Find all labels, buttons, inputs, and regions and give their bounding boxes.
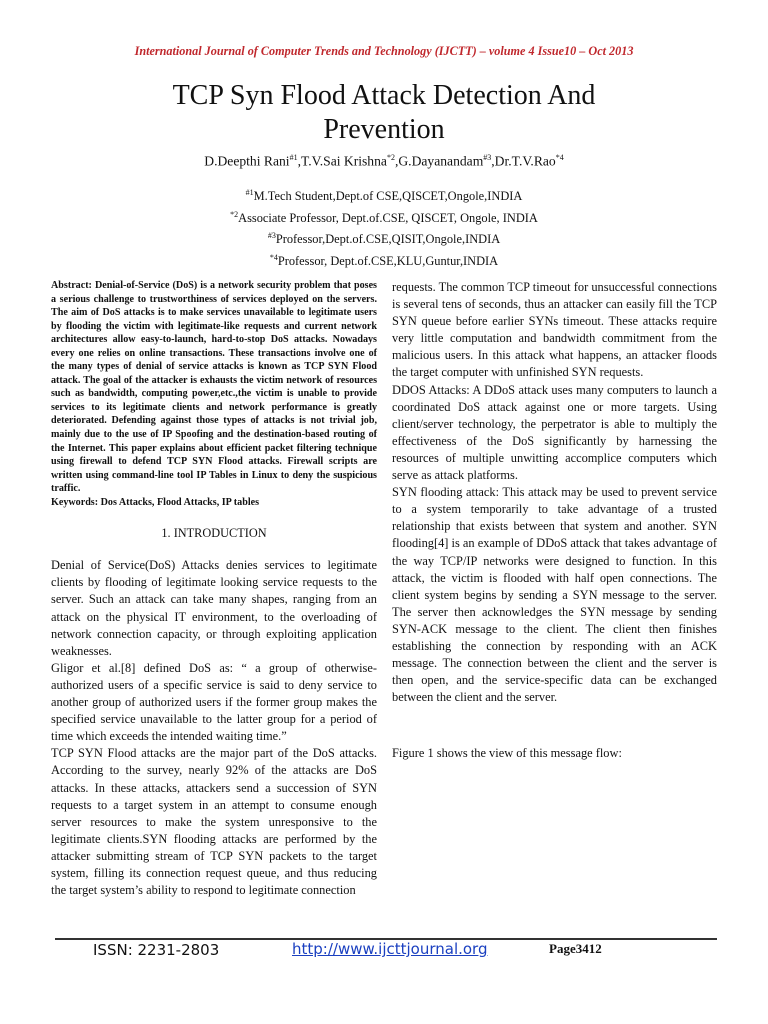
author-mark: *4 (555, 153, 564, 162)
affiliation-text: Professor,Dept.of.CSE,QISIT,Ongole,INDIA (275, 232, 501, 247)
footer-issn: ISSN: 2231-2803 (93, 941, 220, 959)
spacer (51, 541, 377, 557)
affiliation-list (0, 184, 768, 271)
right-column (392, 279, 717, 762)
affiliation-line (0, 249, 768, 271)
paragraph: Gligor et al.[8] defined DoS as: “ a group of otherwise-authorized users of a specific service is said to deny service to another group of authorized users if the former group makes the specified service unavailable to the latter group for a period of time which exceeds the intended waiting time.” (51, 660, 377, 744)
paragraph: TCP SYN Flood attacks are the major part of the DoS attacks. According to the survey, nearly 92% of the attacks are DoS attacks. In these attacks, attackers send a succession of SYN requests to a target system in an attempt to consume enough server resources to make the system unresponsive to the legitimate clients.SYN flooding attacks are performed by the attacker submitting stream of TCP SYN packets to the target system, filling its connection request queue, and thus reducing the target system’s ability to respond to legitimate connection (51, 746, 377, 898)
author-name: ,G.Dayanandam (394, 153, 484, 169)
author-mark: #1 (289, 153, 298, 162)
journal-website-link[interactable]: http://www.ijcttjournal.org (292, 940, 488, 958)
affiliation-line (0, 227, 768, 249)
affiliation-mark: #3 (267, 231, 276, 241)
left-column (51, 279, 377, 899)
author-mark: *2 (386, 153, 395, 162)
abstract: Abstract: Denial-of-Service (DoS) is a network security problem that poses a serious challenge to trustworthiness of services deployed on the servers. The aim of DoS attacks is to make services unavailable to legitimate users by flooding the victim with legitimate-like requests and current network architectures allow easy-to-launch, hard-to-stop DoS attacks. Nowadays every one relies on online transactions. These transactions involve one of the many types of denial of service attacks is known as TCP SYN Flood attack. The goal of the attacker is exhausts the victim network of resources such as bandwidth, computing power,etc.,the victim is unable to provide services to its legitimate clients and network performance is greatly deteriorated. Defending against those types of attacks is not trivial job, mainly due to the use of IP Spoofing and the destination-based routing of the Internet. This paper explains about efficient packet filtering technique using firewall to defend TCP SYN Flood attacks. Firewall scripts are written using command-line tool IP Tables in Linux to deny the suspicious traffic. (51, 280, 377, 495)
affiliation-text: M.Tech Student,Dept.of CSE,QISCET,Ongole,INDIA (253, 189, 523, 204)
author-name: D.Deepthi Rani (204, 153, 290, 169)
paper-title: TCP Syn Flood Attack Detection And Prevention (172, 80, 596, 145)
paragraph: Denial of Service(DoS) Attacks denies services to legitimate clients by flooding of legitimate looking service requests to the server. Such an attack can take many shapes, ranging from an attack on the physical IT environment, to the overloading of network connection capacity, or through exploiting application weaknesses. (51, 558, 377, 658)
figure-reference: Figure 1 shows the view of this message flow: (392, 746, 622, 761)
affiliation-line (0, 184, 768, 206)
affiliation-mark: #1 (245, 188, 254, 197)
author-list (0, 149, 768, 171)
affiliation-line (0, 206, 768, 228)
journal-header: International Journal of Computer Trends and Technology (IJCTT) – volume 4 Issue10 – Oct 2013 (134, 44, 634, 58)
author-name: ,Dr.T.V.Rao (491, 153, 556, 169)
page-number: Page3412 (549, 941, 602, 956)
keywords: Keywords: Dos Attacks, Flood Attacks, IP tables (51, 496, 260, 508)
paragraph: requests. The common TCP timeout for unsuccessful connections is several tens of seconds, thus an attacker can easily fill the TCP SYN queue before earlier SYNs timeout. These attacks require very little computation and bandwidth commitment from the malicious users. In this attack what happens, an attacker floods the target computer with unfinished SYN requests. (392, 280, 717, 380)
affiliation-text: Associate Professor, Dept.of.CSE, QISCET, Ongole, INDIA (238, 210, 538, 225)
affiliation-mark: *4 (269, 252, 278, 262)
author-name: ,T.V.Sai Krishna (297, 153, 387, 169)
paragraph: DDOS Attacks: A DDoS attack uses many computers to launch a coordinated DoS attack against one or more targets. Using client/server technology, the perpetrator is able to multiply the effectiveness of the DoS significantly by harnessing the resources of multiple unwitting accomplice computers which serve as attack platforms. (392, 382, 717, 483)
affiliation-text: Professor, Dept.of.CSE,KLU,Guntur,INDIA (277, 254, 499, 268)
paragraph: SYN flooding attack: This attack may be used to prevent service to a system temporarily to take advantage of a trusted relationship that exists between that system and another. SYN flooding[4] is an example of DDoS attack that takes advantage of the way TCP/IP networks were designed to function. In this attack, the victim is flooded with half open connections. The client system begins by sending a SYN message to the server. The server then acknowledges the SYN message by sending SYN-ACK message to the client. The client then finishes establishing the connection by responding with an ACK message. The connection between the client and the server is then open, and the service-specific data can be exchanged between the client and the server. (392, 485, 717, 705)
spacer (392, 706, 717, 745)
affiliation-mark: *2 (230, 209, 239, 219)
section-heading-introduction: 1. INTRODUCTION (161, 526, 267, 541)
author-mark: #3 (483, 153, 492, 162)
